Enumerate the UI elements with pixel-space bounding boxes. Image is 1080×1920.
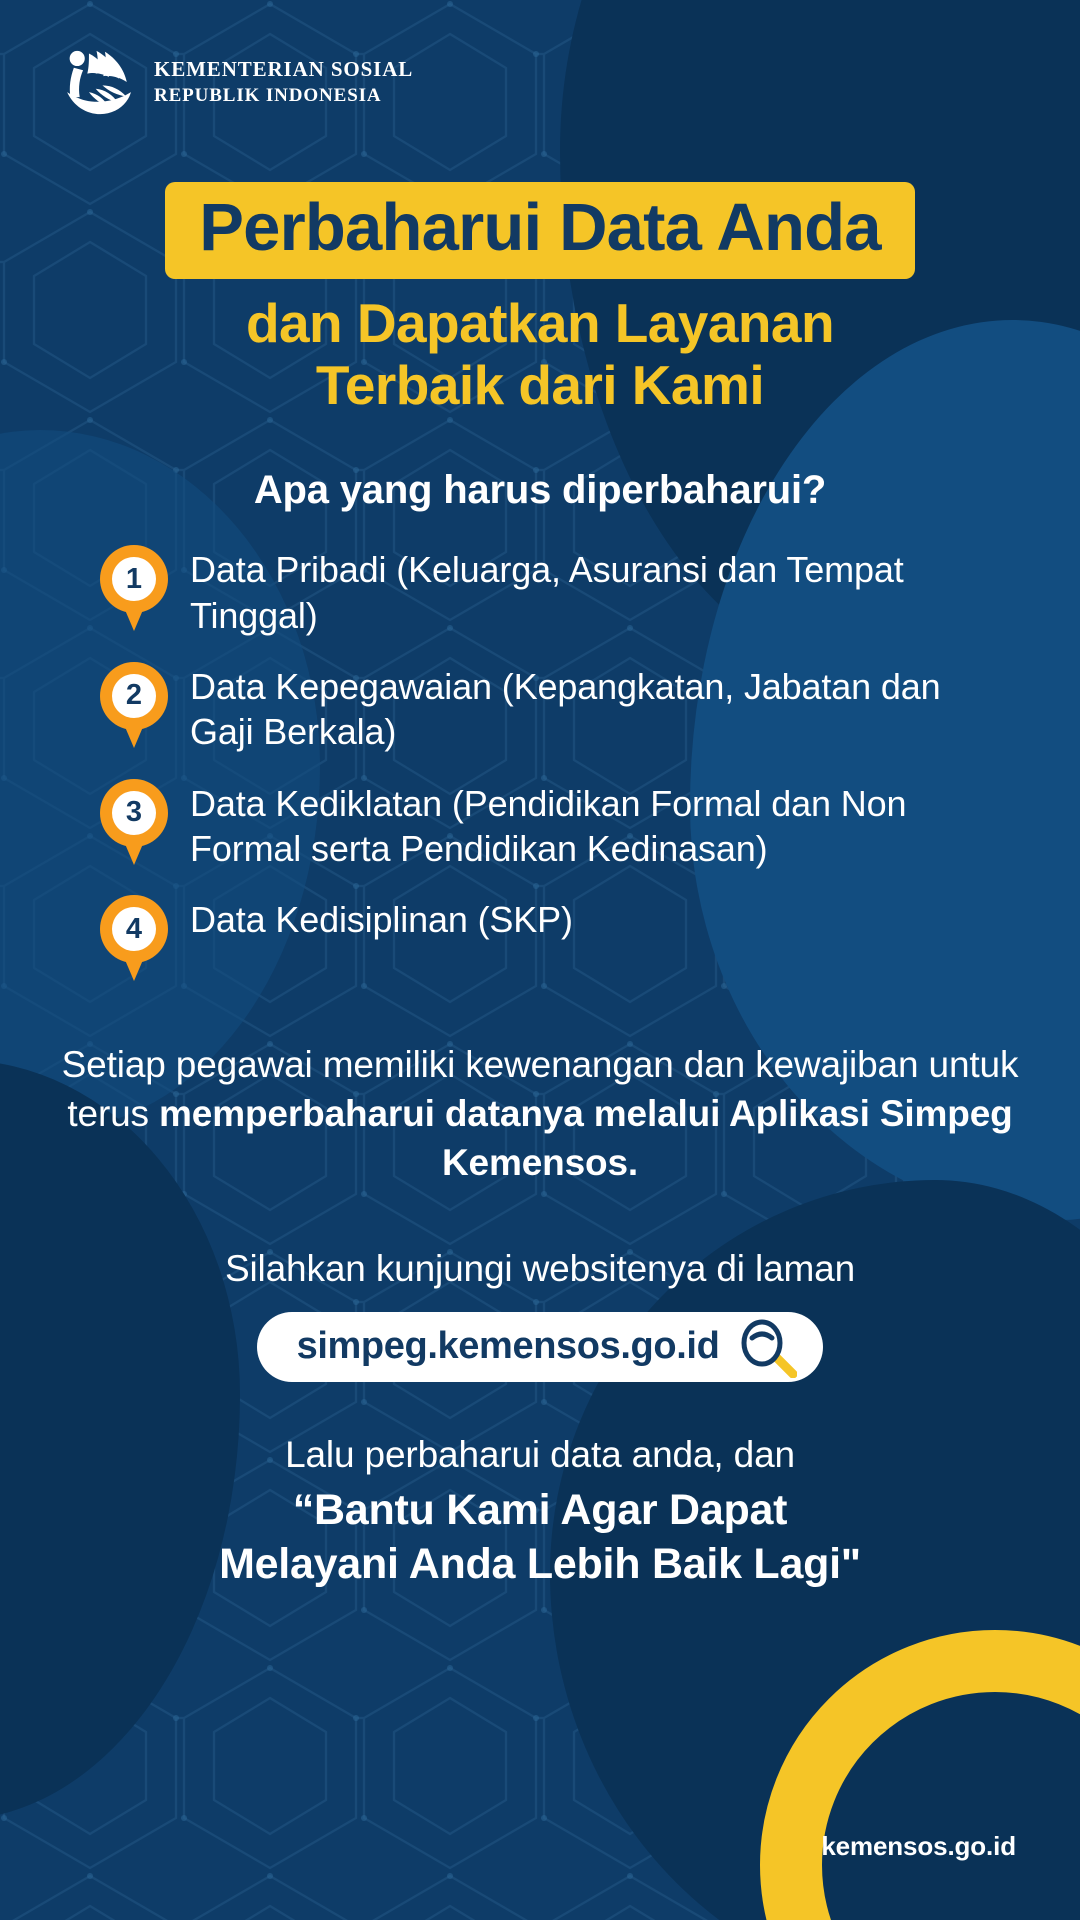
closing-quote-line-1: “Bantu Kami Agar Dapat <box>292 1485 788 1534</box>
list-item-text: Data Pribadi (Keluarga, Asuransi dan Tempat Tinggal) <box>190 549 904 636</box>
list-item-text: Data Kepegawaian (Kepangkatan, Jabatan dan Gaji Berkala) <box>190 665 941 753</box>
closing-quote <box>0 1484 1080 1592</box>
magnifier-icon <box>735 1316 797 1378</box>
list-item <box>100 541 980 638</box>
closing-quote-line-2: Melayani Anda Lebih Baik Lagi" <box>219 1539 861 1588</box>
list-item-text: Data Kedisiplinan (SKP) <box>190 899 573 941</box>
closing-block <box>0 1434 1080 1592</box>
website-url-pill[interactable] <box>257 1312 824 1382</box>
list-item-number: 4 <box>112 907 156 951</box>
list-item <box>100 775 980 872</box>
kemensos-logo-icon <box>52 40 136 124</box>
header <box>0 0 1080 124</box>
list-item <box>100 658 980 755</box>
footer-site: kemensos.go.id <box>821 1831 1016 1861</box>
section-question: Apa yang harus diperbaharui? <box>253 468 827 513</box>
list-item <box>100 891 980 983</box>
org-line-1: KEMENTERIAN SOSIAL <box>154 57 414 81</box>
body-paragraph <box>60 1041 1020 1187</box>
paragraph-regular-text: Setiap pegawai memiliki kewenangan dan kewajiban untuk terus <box>61 1044 1019 1135</box>
headline-highlight: Perbaharui Data Anda <box>165 182 914 279</box>
list-item-number: 1 <box>112 557 156 601</box>
list-item-text: Data Kediklatan (Pendidikan Formal dan Non Formal serta Pendidikan Kedinasan) <box>190 782 907 869</box>
list-item-number: 2 <box>112 674 156 718</box>
map-pin-icon <box>100 779 168 867</box>
title-block <box>0 182 1080 416</box>
map-pin-icon <box>100 662 168 750</box>
list-item-number: 3 <box>112 791 156 835</box>
subtitle-line-1: dan Dapatkan Layanan <box>245 292 835 354</box>
headline-subtitle <box>0 293 1080 416</box>
map-pin-icon <box>100 545 168 633</box>
org-line-2: REPUBLIK INDONESIA <box>154 85 382 107</box>
update-items-list <box>100 541 980 983</box>
subtitle-line-2: Terbaik dari Kami <box>315 353 765 416</box>
visit-label: Silahkan kunjungi websitenya di laman <box>224 1247 856 1289</box>
closing-line-1: Lalu perbaharui data anda, dan <box>285 1433 795 1475</box>
map-pin-icon <box>100 895 168 983</box>
paragraph-bold-text: memperbaharui datanya melalui Aplikasi Simpeg Kemensos. <box>159 1093 1013 1183</box>
organization-name <box>154 55 413 109</box>
website-url: simpeg.kemensos.go.id <box>296 1325 720 1368</box>
